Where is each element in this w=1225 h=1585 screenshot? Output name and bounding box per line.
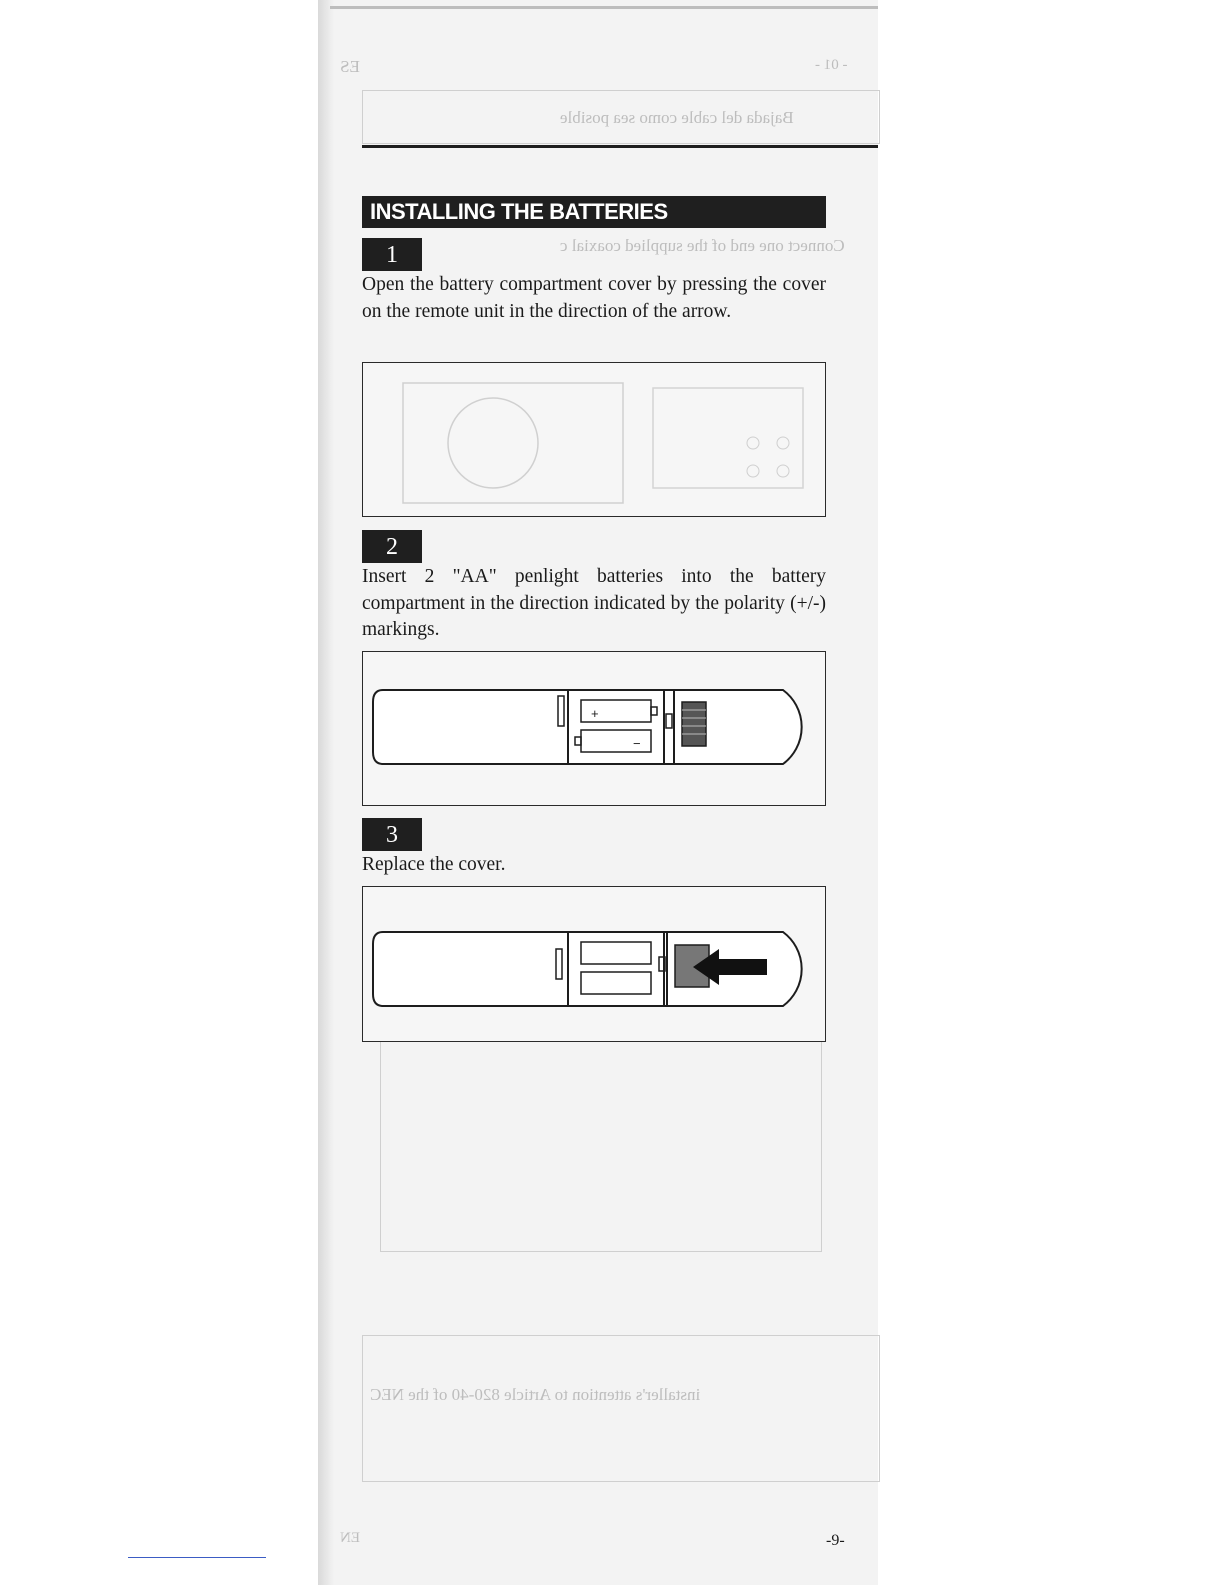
ghost-page-label: EN — [340, 1530, 360, 1546]
remote-cover-illustration — [363, 887, 824, 1040]
remote-back-illustration — [363, 363, 824, 515]
page-edge-shadow — [318, 0, 334, 1585]
step-2-figure — [362, 651, 826, 806]
step-2-number: 2 — [362, 530, 422, 563]
step-3-figure — [362, 886, 826, 1042]
remote-battery-illustration — [363, 652, 824, 804]
page-number: -9- — [826, 1532, 845, 1549]
step-2-text: Insert 2 "AA" penlight batteries into the battery compartment in the direction indicated by the polarity (+/-) markings. — [362, 566, 826, 640]
battery-plus-sign: + — [591, 706, 599, 721]
battery-minus-sign: − — [633, 736, 641, 751]
ghost-line: installer's attention to Article 820-40 of the NEC — [370, 1385, 701, 1404]
section-title: INSTALLING THE BATTERIES — [362, 196, 826, 228]
ghost-page-label: ES — [340, 57, 360, 76]
step-3-text: Replace the cover. — [362, 854, 506, 875]
scan-edge-line — [128, 1557, 266, 1558]
top-rule — [362, 145, 878, 148]
step-3-number: 3 — [362, 818, 422, 851]
top-edge-strip — [330, 6, 878, 9]
ghost-page-number: - 01 - — [815, 57, 848, 73]
step-1-number: 1 — [362, 238, 422, 271]
ghost-line: Connect one end of the supplied coaxial c — [560, 236, 845, 255]
ghost-box — [380, 1040, 822, 1252]
step-1-figure — [362, 362, 826, 517]
step-1-text: Open the battery compartment cover by pressing the cover on the remote unit in the direction of the arrow. — [362, 274, 826, 322]
ghost-line: Bajada del cable como sea posible — [560, 108, 794, 127]
ghost-box — [362, 1335, 880, 1482]
